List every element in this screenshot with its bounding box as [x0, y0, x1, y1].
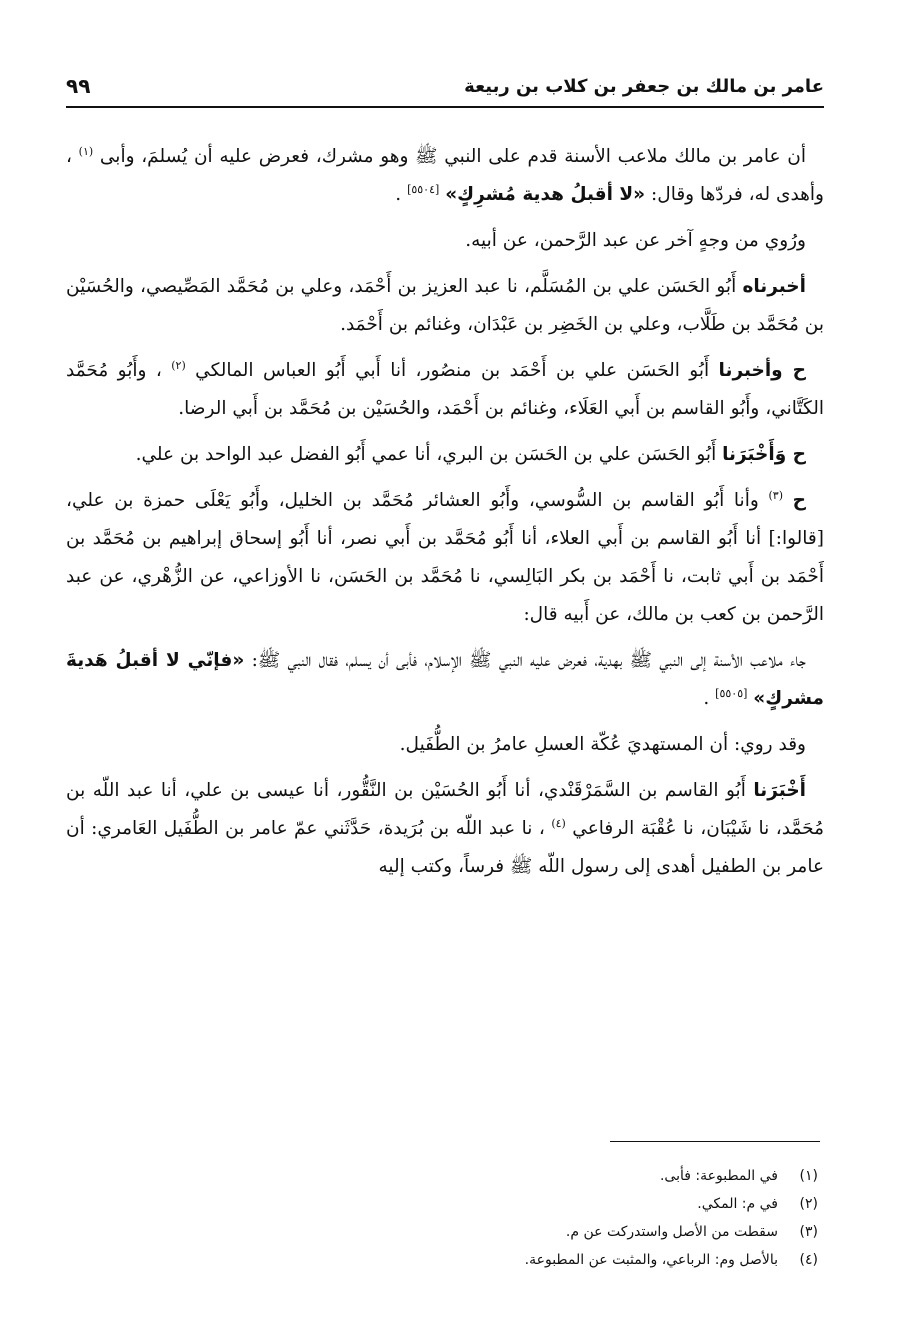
footnote-text: في م: المكي. — [697, 1196, 778, 1212]
paragraph-lead: ح — [792, 490, 807, 511]
hadith-quote: «لا أقبلُ هدية مُشرِكٍ» — [445, 184, 646, 205]
paragraph-text: . — [703, 688, 710, 709]
paragraph — [66, 726, 824, 764]
paragraph — [66, 138, 824, 214]
footnote — [66, 1190, 824, 1218]
paragraph-text: ، نا عبد اللّه بن بُرَيدة، حَدَّثَني عمّ عامر بن الطُّفَيل العَامري: أن عامر بن الطفيل أهدى إلى رسول اللّه ﷺ فرساً، وكتب إليه — [66, 818, 824, 877]
paragraph-text: أَبُو الحَسَن علي بن الحَسَن بن البري، أنا عمي أَبُو الفضل عبد الواحد بن علي. — [135, 444, 717, 465]
footnote-divider — [610, 1141, 820, 1142]
paragraph-lead: ح وَأَخْبَرَنا — [722, 444, 806, 465]
hadith-number: [٥٥٠٥] — [715, 686, 748, 700]
paragraph — [66, 436, 824, 474]
paragraph-lead: أَخْبَرَنا — [753, 780, 806, 801]
paragraph-text: . — [395, 184, 402, 205]
page-number: ٩٩ — [66, 74, 91, 98]
footnote-ref: (٤) — [551, 816, 566, 830]
footnote-ref: (١) — [78, 144, 94, 158]
paragraph-text: أَبُو الحَسَن علي بن أَحْمَد بن منصُور، أنا أَبي أَبُو العباس المالكي — [195, 360, 710, 381]
paragraph — [66, 482, 824, 634]
footnote-text: سقطت من الأصل واستدركت عن م. — [565, 1224, 778, 1240]
footnote-ref: (٢) — [171, 358, 186, 372]
paragraph — [66, 222, 824, 260]
paragraph-text: أَبُو الحَسَن علي بن المُسَلَّم، نا عبد العزيز بن أَحْمَد، وعلي بن مُحَمَّد المَصِّيصي، والحُسَيْن بن مُحَمَّد بن طَلَّاب، وعلي بن الخَضِر بن عَبْدَان، وغنائم بن أَحْمَد. — [66, 276, 824, 335]
paragraph — [66, 642, 824, 718]
page-header — [66, 70, 824, 108]
footnote-number: (٤) — [799, 1252, 818, 1268]
paragraph-lead: ح وأخبرنا — [718, 360, 806, 381]
paragraph-text: أن عامر بن مالك ملاعب الأسنة قدم على النبي ﷺ وهو مشرك، فعرض عليه أن يُسلمَ، وأبى — [99, 146, 806, 167]
footnotes — [66, 1162, 824, 1274]
footnote-number: (١) — [799, 1168, 818, 1184]
footnote-ref: (٣) — [768, 488, 783, 502]
paragraph-text: ، وأهدى له، فردّها وقال: — [66, 146, 824, 205]
hadith-quote: «فإنّي لا أقبلُ هَديةَ مشركٍ» — [66, 650, 824, 709]
paragraph — [66, 268, 824, 344]
body-text — [66, 138, 824, 894]
paragraph-lead: أخبرناه — [742, 276, 806, 297]
footnote — [66, 1246, 824, 1274]
running-title: عامر بن مالك بن جعفر بن كلاب بن ربيعة — [464, 76, 824, 97]
paragraph-text: وأنا أَبُو القاسم بن السُّوسي، وأَبُو العشائر مُحَمَّد بن الخليل، وأَبُو يَعْلَى حمزة بن علي، [قالوا:] أنا أَبُو القاسم بن أَبي العلاء، أنا أَبُو مُحَمَّد بن أَبي نصر، أنا أَبُو إسحاق إبراهيم بن مُحَمَّد بن أَحْمَد بن أَبي ثابت، نا أَحْمَد بن بكر البَالِسي، نا مُحَمَّد بن الحَسَن، نا الأوزاعي، عن الزُّهْري، عن عبد الرَّحمن بن كعب بن مالك، عن أَبيه قال: — [66, 490, 824, 625]
hadith-number: [٥٥٠٤] — [407, 182, 440, 196]
footnote-text: بالأصل وم: الرباعي، والمثبت عن المطبوعة. — [524, 1252, 778, 1268]
footnote — [66, 1218, 824, 1246]
footnote-text: في المطبوعة: فأبى. — [659, 1168, 778, 1184]
paragraph-text: أَبُو القاسم بن السَّمَرْقَنْدي، أنا أَبُو الحُسَيْن بن النَّقُّور، أنا عيسى بن علي، أنا عبد اللّه بن مُحَمَّد، نا شَيْبَان، نا عُقْبَة الرفاعي — [66, 780, 824, 839]
footnote-number: (٣) — [799, 1224, 818, 1240]
paragraph — [66, 352, 824, 428]
paragraph — [66, 772, 824, 886]
paragraph-text: ، وأَبُو مُحَمَّد الكَتَّاني، وأَبُو القاسم بن أَبي العَلَاء، وغنائم بن أَحْمَد، والحُسَيْن بن مُحَمَّد بن أَبي الرضا. — [66, 360, 824, 419]
paragraph-text: ورُوي من وجهٍ آخر عن عبد الرَّحمن، عن أبيه. — [465, 230, 806, 251]
footnote-number: (٢) — [799, 1196, 818, 1212]
paragraph-text: جاء ملاعب الأسنة إلى النبي ﷺ بهدية، فعرض عليه النبي ﷺ الإسلام، فأبى أن يسلم، فقال النبي ﷺ: — [251, 650, 806, 671]
paragraph-text: وقد روي: أن المستهديَ عُكّة العسلِ عامرُ بن الطُّفَيل. — [399, 734, 806, 755]
footnote — [66, 1162, 824, 1190]
